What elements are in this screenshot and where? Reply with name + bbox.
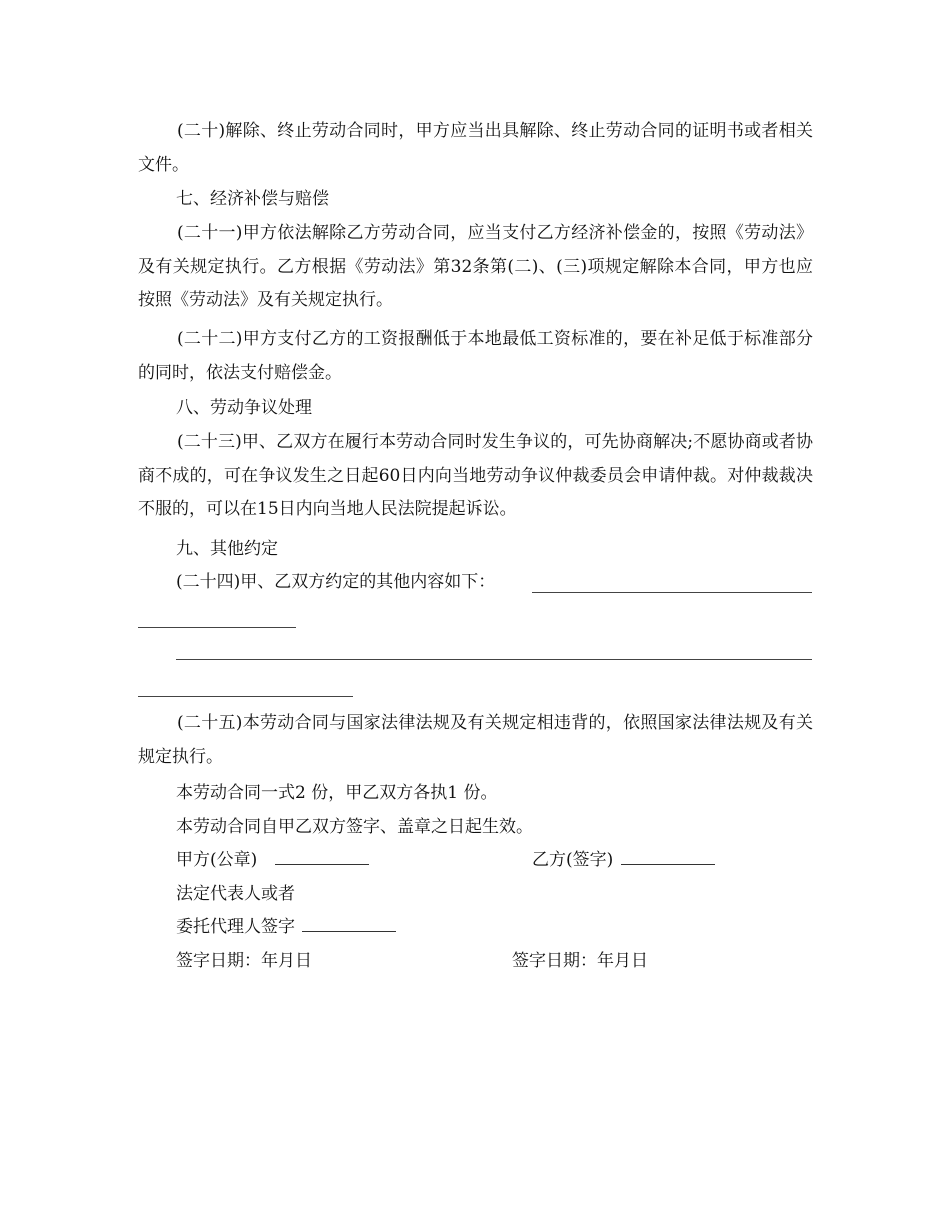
fill-line (532, 592, 812, 593)
signing-date-b: 签字日期：年月日 (512, 951, 648, 971)
party-b-label: 乙方(签字) (532, 850, 614, 870)
clause-24: (二十四)甲、乙双方约定的其他内容如下： (176, 572, 496, 592)
clause-21: (二十一)甲方依法解除乙方劳动合同，应当支付乙方经济补偿金的，按照《劳动法》及有关规定执行。乙方根据《劳动法》第32条第(二)、(三)项规定解除本合同，甲方也应按照《劳动法》及有关规定执行。 (138, 223, 813, 310)
clause-23: (二十三)甲、乙双方在履行本劳动合同时发生争议的，可先协商解决;不愿协商或者协商不成的，可在争议发生之日起60日内向当地劳动争议仲裁委员会申请仲裁。对仲裁裁决不服的，可以在15日内向当地人民法院提起诉讼。 (138, 432, 813, 519)
fill-line (138, 696, 353, 697)
agent-signature (176, 911, 396, 944)
section-heading-8: 八、劳动争议处理 (176, 398, 312, 418)
agent-label: 委托代理人签字 (176, 917, 295, 937)
section-heading-7: 七、经济补偿与赔偿 (176, 189, 329, 209)
party-b-blank (621, 850, 715, 865)
copies-statement: 本劳动合同一式2 份，甲乙双方各执1 份。 (176, 783, 498, 803)
signing-date-a: 签字日期：年月日 (176, 951, 312, 971)
party-a-blank (275, 850, 369, 865)
fill-line (176, 659, 812, 660)
legal-representative: 法定代表人或者 (176, 884, 295, 904)
effective-statement: 本劳动合同自甲乙双方签字、盖章之日起生效。 (176, 817, 533, 837)
clause-22: (二十二)甲方支付乙方的工资报酬低于本地最低工资标准的，要在补足低于标准部分的同时，依法支付赔偿金。 (138, 329, 813, 383)
party-a-seal (176, 844, 369, 877)
agent-blank (302, 917, 396, 932)
section-heading-9: 九、其他约定 (176, 539, 278, 559)
party-a-label: 甲方(公章) (176, 850, 258, 870)
clause-20: (二十)解除、终止劳动合同时，甲方应当出具解除、终止劳动合同的证明书或者相关文件。 (138, 121, 813, 175)
clause-25: (二十五)本劳动合同与国家法律法规及有关规定相违背的，依照国家法律法规及有关规定执行。 (138, 713, 813, 767)
party-b-signature (532, 844, 715, 877)
fill-line (138, 627, 296, 628)
